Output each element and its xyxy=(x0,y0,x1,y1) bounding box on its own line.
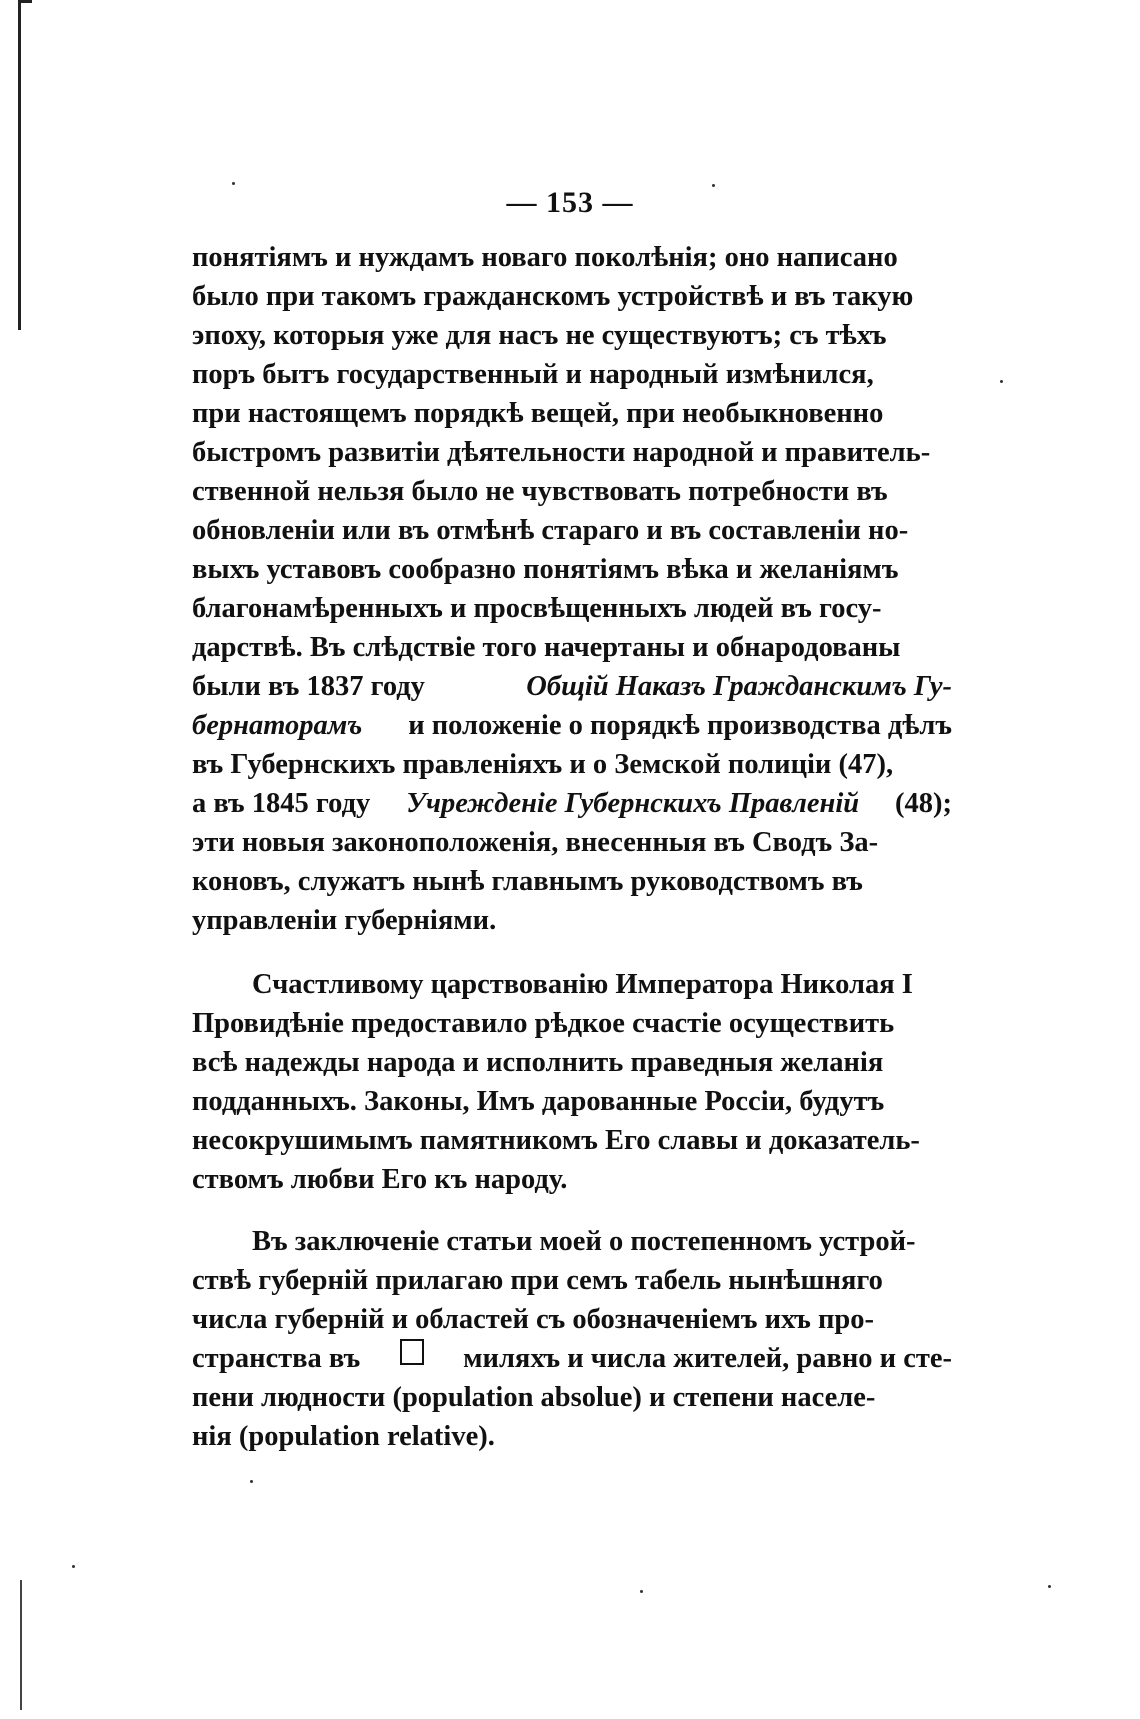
paragraph-1 xyxy=(192,238,952,940)
scan-edge-tick xyxy=(18,0,32,3)
text-line: нія (population relative). xyxy=(192,1421,495,1452)
text-line: всѣ надежды народа и исполнить праведныя желанія xyxy=(192,1047,884,1078)
scan-edge-line-lower xyxy=(20,1580,22,1710)
scan-speck xyxy=(640,1590,643,1593)
scan-speck xyxy=(72,1565,75,1568)
text-line: при настоящемъ порядкѣ вещей, при необыкновенно xyxy=(192,398,884,429)
text-line: дарствѣ. Въ слѣдствіе того начертаны и обнародованы xyxy=(192,632,901,663)
text-line: числа губерній и областей съ обозначеніемъ ихъ про- xyxy=(192,1304,874,1335)
text-line: пени людности (population absolue) и степени населе- xyxy=(192,1382,876,1413)
page-number: — 153 — xyxy=(506,186,634,219)
text-line: Счастливому царствованію Императора Николая I xyxy=(252,969,913,1000)
text-line: Провидѣніе предоставило рѣдкое счастіе осуществить xyxy=(192,1008,895,1039)
scan-speck xyxy=(250,1480,253,1483)
text-line: эти новыя законоположенія, внесенныя въ Сводъ За- xyxy=(192,827,879,858)
text-line: ствомъ любви Его къ народу. xyxy=(192,1164,568,1195)
text-line: были въ 1837 году Общій Наказъ Гражданскимъ Гу- xyxy=(192,667,952,706)
text-line: поръ бытъ государственный и народный измѣнился, xyxy=(192,359,874,390)
text-line: странства въ миляхъ и числа жителей, равно и сте- xyxy=(192,1339,952,1378)
scan-speck xyxy=(1000,380,1003,383)
text-line: выхъ уставовъ сообразно понятіямъ вѣка и желаніямъ xyxy=(192,554,899,585)
text-line: ственной нельзя было не чувствовать потребности въ xyxy=(192,476,888,507)
scan-speck xyxy=(232,182,235,185)
paragraph-2 xyxy=(192,965,952,1199)
text-line: управленіи губерніями. xyxy=(192,905,497,936)
scan-speck xyxy=(1048,1585,1051,1588)
text-line: было при такомъ гражданскомъ устройствѣ и въ такую xyxy=(192,281,914,312)
text-line: быстромъ развитіи дѣятельности народной и правитель- xyxy=(192,437,931,468)
paragraph-3 xyxy=(192,1222,952,1456)
text-line: обновленіи или въ отмѣнѣ стараго и въ составленіи но- xyxy=(192,515,909,546)
text-line: бернаторамъ и положеніе о порядкѣ производства дѣлъ xyxy=(192,706,952,745)
text-line: въ Губернскихъ правленіяхъ и о Земской полиціи (47), xyxy=(192,749,894,780)
text-line: коновъ, служатъ нынѣ главнымъ руководствомъ въ xyxy=(192,866,863,897)
italic-title: Учрежденіе Губернскихъ Правленій xyxy=(406,788,860,819)
text-line: несокрушимымъ памятникомъ Его славы и доказатель- xyxy=(192,1125,920,1156)
text-line: Въ заключеніе статьи моей о постепенномъ устрой- xyxy=(252,1226,916,1257)
italic-title: бернаторамъ xyxy=(192,710,363,741)
text-line: подданныхъ. Законы, Имъ дарованные Россіи, будутъ xyxy=(192,1086,885,1117)
text-line: понятіямъ и нуждамъ новаго поколѣнія; оно написано xyxy=(192,242,898,273)
text-line: а въ 1845 году Учрежденіе Губернскихъ Правленій (48); xyxy=(192,784,952,823)
text-line: ствѣ губерній прилагаю при семъ табель нынѣшняго xyxy=(192,1265,883,1296)
italic-title: Общій Наказъ Гражданскимъ Гу- xyxy=(526,671,952,702)
text-line: эпоху, которыя уже для насъ не существуютъ; съ тѣхъ xyxy=(192,320,887,351)
square-symbol-icon xyxy=(400,1339,424,1365)
scan-edge-line xyxy=(18,0,21,330)
text-line: благонамѣренныхъ и просвѣщенныхъ людей въ госу- xyxy=(192,593,882,624)
